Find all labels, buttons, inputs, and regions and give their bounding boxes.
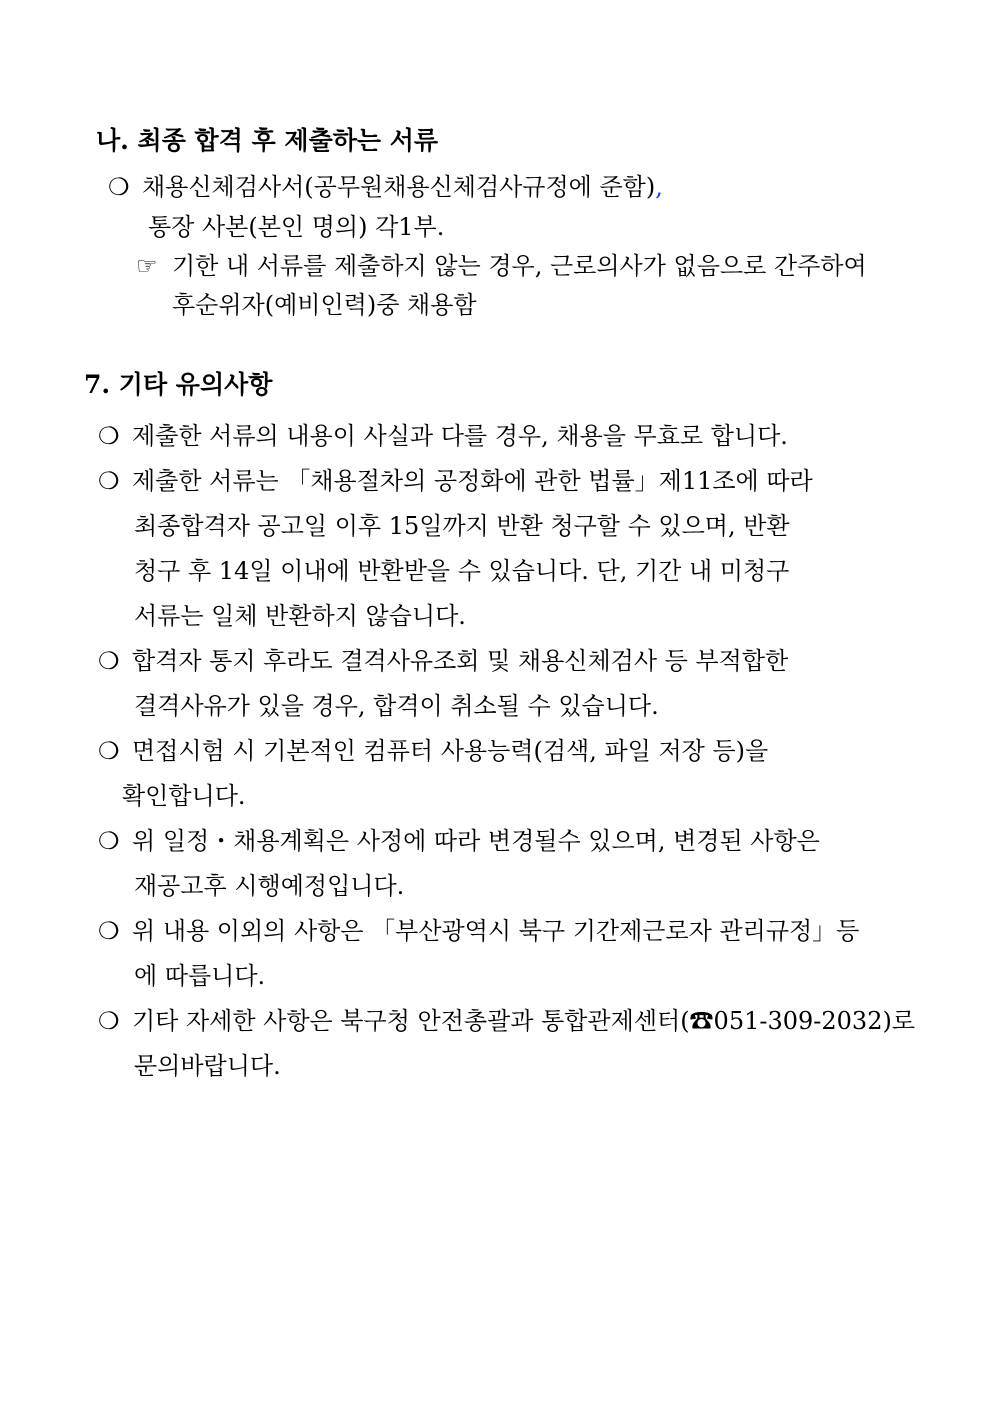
circle-bullet-icon: ❍ (98, 647, 120, 675)
list-item (98, 736, 768, 766)
circle-bullet-icon: ❍ (98, 422, 120, 450)
circle-bullet-icon: ❍ (98, 827, 120, 855)
list-item-line: 면접시험 시 기본적인 컴퓨터 사용능력(검색, 파일 저장 등)을 (132, 737, 769, 765)
circle-bullet-icon: ❍ (108, 173, 130, 201)
list-item-line: 결격사유가 있을 경우, 합격이 취소될 수 있습니다. (134, 692, 659, 720)
list-item-line: 위 내용 이외의 사항은 「부산광역시 북구 기간제근로자 관리규정」등 (132, 917, 860, 945)
section-na-note-line2: 후순위자(예비인력)중 채용함 (172, 291, 477, 319)
list-item (98, 826, 820, 856)
list-item-line: 문의바랍니다. (134, 1052, 281, 1080)
circle-bullet-icon: ❍ (98, 737, 120, 765)
list-item-line: 위 일정・채용계획은 사정에 따라 변경될수 있으며, 변경된 사항은 (132, 827, 820, 855)
list-item-line: 최종합격자 공고일 이후 15일까지 반환 청구할 수 있으며, 반환 (134, 512, 790, 540)
section-na-item-line2: 통장 사본(본인 명의) 각1부. (148, 213, 445, 241)
section-na-note (136, 251, 867, 281)
list-item-line: 합격자 통지 후라도 결격사유조회 및 채용신체검사 등 부적합한 (132, 647, 789, 675)
section-7-title: 7. 기타 유의사항 (84, 370, 273, 399)
circle-bullet-icon: ❍ (98, 917, 120, 945)
list-item (98, 466, 813, 496)
list-item-line: 기타 자세한 사항은 북구청 안전총괄과 통합관제센터(☎051-309-2032)로 (132, 1007, 916, 1035)
list-item (98, 421, 788, 451)
pointing-hand-icon: ☞ (136, 252, 158, 280)
circle-bullet-icon: ❍ (98, 1007, 120, 1035)
section-na-item-line1: 채용신체검사서(공무원채용신체검사규정에 준함) (142, 173, 656, 201)
list-item (98, 646, 788, 676)
section-na-note-line1: 기한 내 서류를 제출하지 않는 경우, 근로의사가 없음으로 간주하여 (172, 252, 867, 280)
list-item-line: 재공고후 시행예정입니다. (134, 872, 405, 900)
list-item-line: 에 따릅니다. (134, 962, 266, 990)
section-na-item (108, 172, 663, 202)
list-item-line: 제출한 서류는 「채용절차의 공정화에 관한 법률」제11조에 따라 (132, 467, 813, 495)
list-item-line: 청구 후 14일 이내에 반환받을 수 있습니다. 단, 기간 내 미청구 (134, 557, 790, 585)
circle-bullet-icon: ❍ (98, 467, 120, 495)
list-item (98, 1006, 915, 1036)
list-item (98, 916, 859, 946)
list-item-line: 서류는 일체 반환하지 않습니다. (134, 602, 466, 630)
list-item-line: 제출한 서류의 내용이 사실과 다를 경우, 채용을 무효로 합니다. (132, 422, 788, 450)
section-na-item-comma: , (655, 173, 663, 201)
list-item-line: 확인합니다. (122, 782, 246, 810)
section-na-title: 나. 최종 합격 후 제출하는 서류 (96, 126, 439, 155)
